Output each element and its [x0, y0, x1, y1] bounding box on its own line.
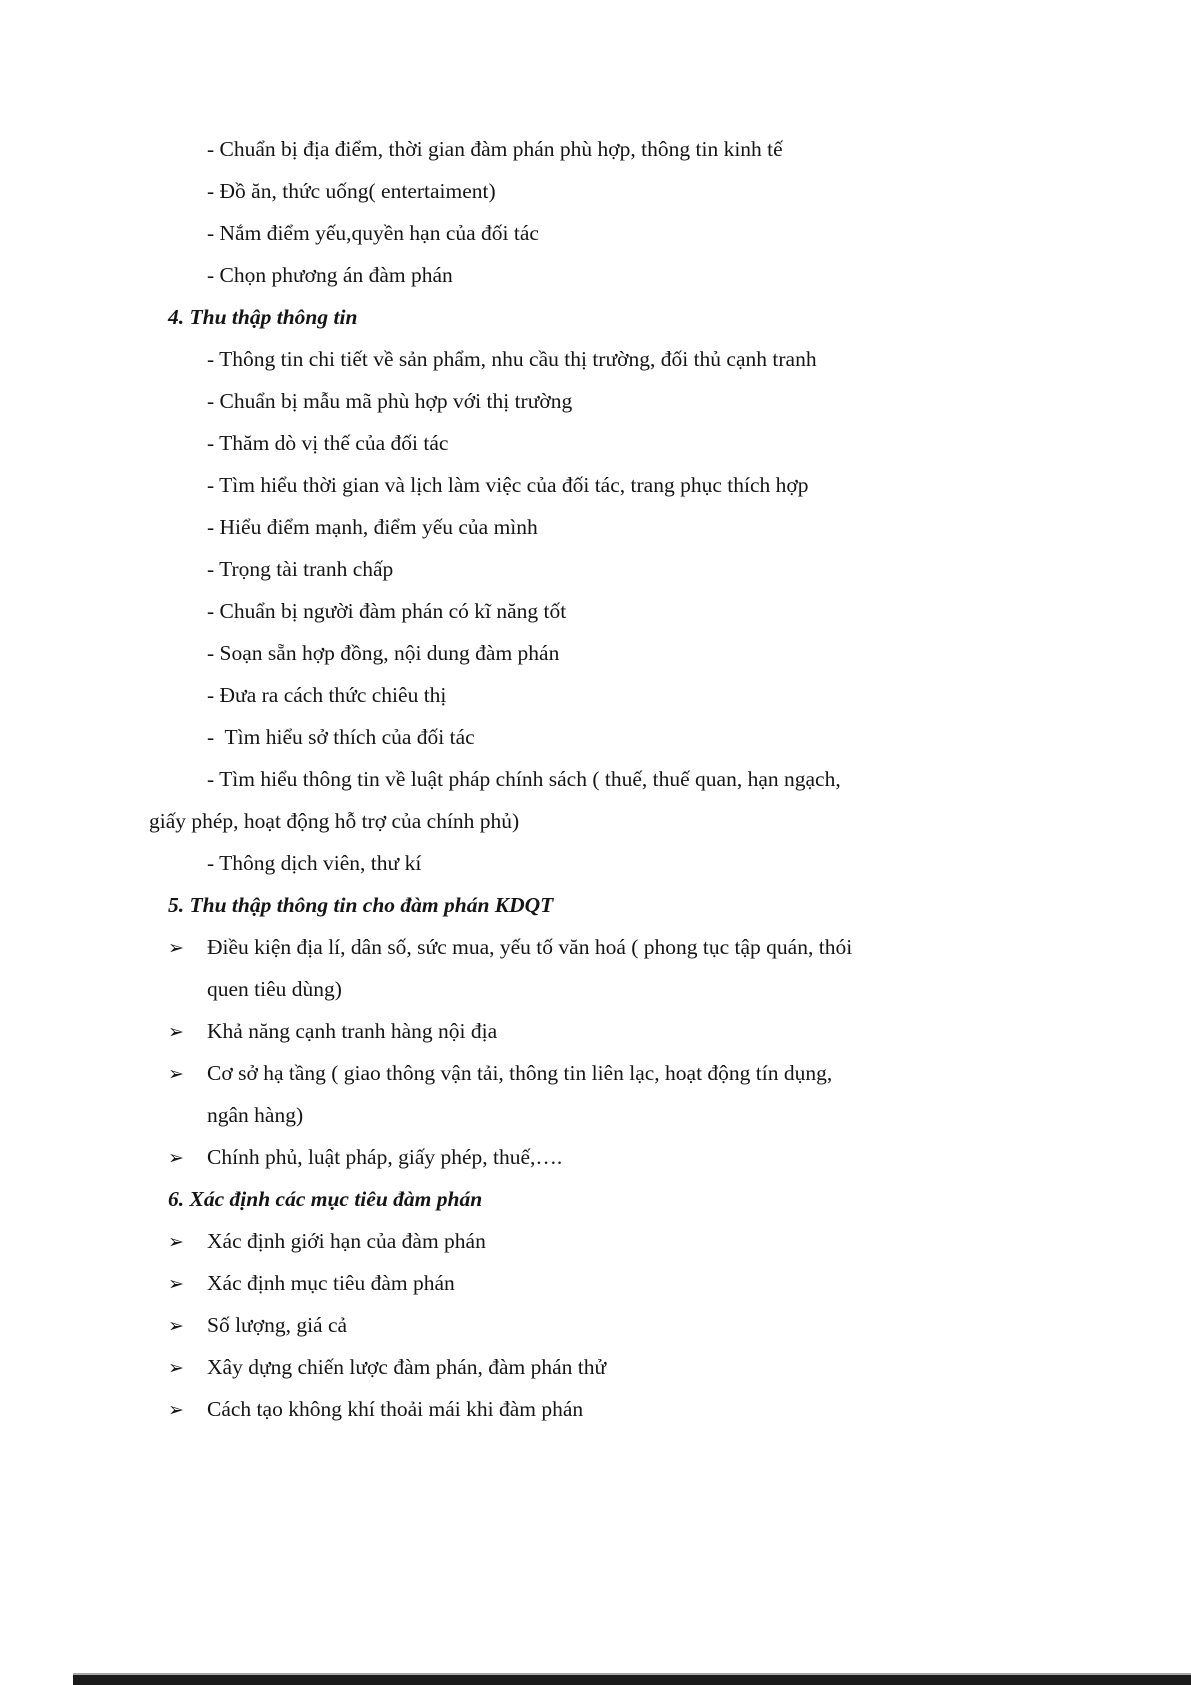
list-item	[0, 1262, 1191, 1304]
list-item	[0, 716, 1191, 758]
line-text: - Chuẩn bị mẫu mã phù hợp với thị trường	[207, 389, 573, 413]
list-item	[0, 212, 1191, 254]
list-item	[0, 548, 1191, 590]
list-item	[0, 632, 1191, 674]
line-text: Số lượng, giá cả	[207, 1313, 348, 1337]
line-text: 6. Xác định các mục tiêu đàm phán	[168, 1187, 483, 1211]
arrow-bullet-icon: ➢	[168, 1274, 184, 1295]
arrow-bullet-icon: ➢	[168, 1148, 184, 1169]
arrow-bullet-icon: ➢	[168, 1316, 184, 1337]
line-text: - Tìm hiểu thông tin về luật pháp chính sách ( thuế, thuế quan, hạn ngạch,	[207, 767, 841, 791]
footer-bar	[73, 1675, 1191, 1685]
line-text: Xác định mục tiêu đàm phán	[207, 1271, 455, 1295]
line-text: Xây dựng chiến lược đàm phán, đàm phán thử	[207, 1355, 607, 1379]
arrow-bullet-icon: ➢	[168, 1022, 184, 1043]
list-item	[0, 464, 1191, 506]
list-item	[0, 800, 1191, 842]
section-heading	[0, 1178, 1191, 1220]
arrow-bullet-icon: ➢	[168, 1064, 184, 1085]
list-item	[0, 758, 1191, 800]
list-item	[0, 338, 1191, 380]
line-text: - Đồ ăn, thức uống( entertaiment)	[207, 179, 496, 203]
line-text: - Thăm dò vị thế của đối tác	[207, 431, 449, 455]
line-text: - Thông dịch viên, thư kí	[207, 851, 422, 875]
line-text: - Chuẩn bị người đàm phán có kĩ năng tốt	[207, 599, 567, 623]
section-heading	[0, 296, 1191, 338]
list-item	[0, 128, 1191, 170]
line-text: giấy phép, hoạt động hỗ trợ của chính phủ)	[149, 809, 520, 833]
line-text: - Đưa ra cách thức chiêu thị	[207, 683, 447, 707]
list-item	[0, 590, 1191, 632]
line-text: - Hiểu điểm mạnh, điểm yếu của mình	[207, 515, 538, 539]
line-text: - Chuẩn bị địa điểm, thời gian đàm phán phù hợp, thông tin kinh tế	[207, 137, 783, 161]
list-item	[0, 380, 1191, 422]
line-text: - Thông tin chi tiết về sản phẩm, nhu cầu thị trường, đối thủ cạnh tranh	[207, 347, 817, 371]
line-text: Chính phủ, luật pháp, giấy phép, thuế,….	[207, 1145, 563, 1169]
arrow-bullet-icon: ➢	[168, 1400, 184, 1421]
list-item	[0, 1304, 1191, 1346]
list-item	[0, 1052, 1191, 1094]
list-item	[0, 1136, 1191, 1178]
list-item	[0, 1388, 1191, 1430]
line-text: Cơ sở hạ tầng ( giao thông vận tải, thông tin liên lạc, hoạt động tín dụng,	[207, 1061, 833, 1085]
list-item	[0, 968, 1191, 1010]
list-item	[0, 1220, 1191, 1262]
arrow-bullet-icon: ➢	[168, 938, 184, 959]
line-text: ngân hàng)	[207, 1103, 304, 1127]
line-text: 5. Thu thập thông tin cho đàm phán KDQT	[168, 893, 554, 917]
line-text: Cách tạo không khí thoải mái khi đàm phán	[207, 1397, 584, 1421]
line-text: - Nắm điểm yếu,quyền hạn của đối tác	[207, 221, 539, 245]
arrow-bullet-icon: ➢	[168, 1232, 184, 1253]
list-item	[0, 1010, 1191, 1052]
arrow-bullet-icon: ➢	[168, 1358, 184, 1379]
list-item	[0, 254, 1191, 296]
line-text: - Tìm hiểu thời gian và lịch làm việc của đối tác, trang phục thích hợp	[207, 473, 809, 497]
section-heading	[0, 884, 1191, 926]
list-item	[0, 1094, 1191, 1136]
line-text: - Tìm hiểu sở thích của đối tác	[207, 725, 475, 749]
line-text: - Trọng tài tranh chấp	[207, 557, 394, 581]
line-text: - Chọn phương án đàm phán	[207, 263, 453, 287]
line-text: Xác định giới hạn của đàm phán	[207, 1229, 486, 1253]
list-item	[0, 506, 1191, 548]
line-text: Khả năng cạnh tranh hàng nội địa	[207, 1019, 498, 1043]
list-item	[0, 674, 1191, 716]
list-item	[0, 170, 1191, 212]
line-text: quen tiêu dùng)	[207, 977, 342, 1001]
list-item	[0, 422, 1191, 464]
line-text: - Soạn sẵn hợp đồng, nội dung đàm phán	[207, 641, 560, 665]
list-item	[0, 1346, 1191, 1388]
line-text: 4. Thu thập thông tin	[168, 305, 358, 329]
list-item	[0, 926, 1191, 968]
list-item	[0, 842, 1191, 884]
line-text: Điều kiện địa lí, dân số, sức mua, yếu tố văn hoá ( phong tục tập quán, thói	[207, 935, 853, 959]
